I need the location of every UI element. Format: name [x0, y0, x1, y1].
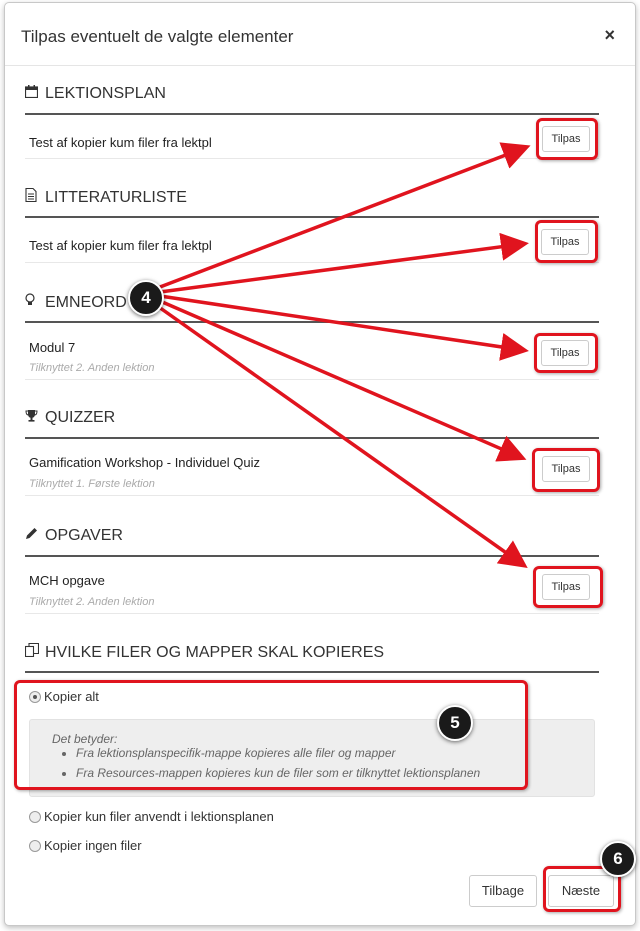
item-title: Modul 7: [29, 340, 76, 355]
close-button[interactable]: ×: [604, 25, 615, 45]
tilpas-button-emneord[interactable]: Tilpas: [541, 340, 589, 366]
tilpas-button-lektionsplan[interactable]: Tilpas: [542, 126, 590, 152]
section-heading-label: HVILKE FILER OG MAPPER SKAL KOPIERES: [45, 644, 385, 661]
next-button[interactable]: Næste: [548, 875, 614, 907]
section-heading-label: LITTERATURLISTE: [45, 189, 187, 206]
item-subtitle: Tilknyttet 2. Anden lektion: [29, 596, 155, 608]
annotation-badge-6: 6: [600, 841, 636, 877]
annotation-badge-5: 5: [437, 705, 473, 741]
item-title: Gamification Workshop - Individuel Quiz: [29, 455, 260, 470]
annotation-badge-4: 4: [128, 280, 164, 316]
section-heading-label: OPGAVER: [45, 527, 123, 544]
info-intro: Det betyder:: [52, 732, 118, 746]
item-subtitle: Tilknyttet 2. Anden lektion: [29, 362, 155, 374]
section-heading-label: LEKTIONSPLAN: [45, 85, 166, 102]
tilpas-button-quizzer[interactable]: Tilpas: [542, 456, 590, 482]
radio-label: Kopier alt: [44, 689, 99, 704]
section-heading-label: QUIZZER: [45, 409, 116, 426]
back-button[interactable]: Tilbage: [469, 875, 537, 907]
item-title: Test af kopier kum filer fra lektpl: [29, 238, 212, 253]
radio-label: Kopier ingen filer: [44, 838, 142, 853]
section-heading-label: EMNEORD: [45, 294, 127, 311]
item-subtitle: Tilknyttet 1. Første lektion: [29, 478, 155, 490]
dialog-title: Tilpas eventuelt de valgte elementer: [21, 27, 294, 46]
item-title: MCH opgave: [29, 573, 105, 588]
item-title: Test af kopier kum filer fra lektpl: [29, 135, 212, 150]
info-bullet: • Fra Resources-mappen kopieres kun de filer som er tilknyttet lektionsplanen: [76, 766, 480, 780]
tilpas-button-litteraturliste[interactable]: Tilpas: [541, 229, 589, 255]
radio-label: Kopier kun filer anvendt i lektionsplanen: [44, 809, 274, 824]
info-bullet: • Fra lektionsplanspecifik-mappe kopieres alle filer og mapper: [76, 746, 480, 760]
tilpas-button-opgaver[interactable]: Tilpas: [542, 574, 590, 600]
